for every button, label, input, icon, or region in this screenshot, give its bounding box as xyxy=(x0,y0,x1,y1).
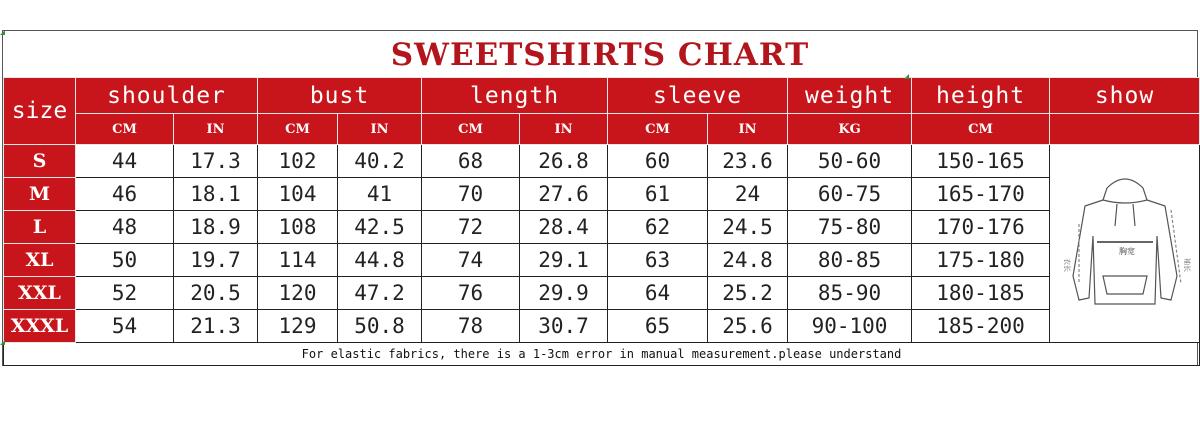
unit-cell: CM xyxy=(608,114,708,145)
measurement-cell: 24.8 xyxy=(708,244,788,277)
show-image-cell xyxy=(1050,145,1200,343)
show-unit-blank xyxy=(1050,114,1200,145)
measurement-cell: 85-90 xyxy=(788,277,912,310)
measurement-cell: 29.9 xyxy=(520,277,608,310)
measurement-cell: 74 xyxy=(422,244,520,277)
measurement-cell: 70 xyxy=(422,178,520,211)
measurement-cell: 68 xyxy=(422,145,520,178)
measurement-cell: 44.8 xyxy=(338,244,422,277)
header-show: show xyxy=(1050,78,1200,114)
unit-cell: IN xyxy=(338,114,422,145)
measurement-cell: 24 xyxy=(708,178,788,211)
measurement-cell: 20.5 xyxy=(174,277,258,310)
measurement-cell: 65 xyxy=(608,310,708,343)
size-label: XL xyxy=(4,244,76,277)
hoodie-sleeve-label: 袖长 xyxy=(1182,258,1191,272)
measurement-cell: 29.1 xyxy=(520,244,608,277)
measurement-cell: 27.6 xyxy=(520,178,608,211)
measurement-cell: 90-100 xyxy=(788,310,912,343)
size-label: XXXL xyxy=(4,310,76,343)
table-row xyxy=(4,277,1200,310)
measurement-cell: 30.7 xyxy=(520,310,608,343)
measurement-cell: 175-180 xyxy=(912,244,1050,277)
size-chart xyxy=(2,30,1198,366)
measurement-cell: 120 xyxy=(258,277,338,310)
measurement-cell: 23.6 xyxy=(708,145,788,178)
measurement-cell: 41 xyxy=(338,178,422,211)
measurement-cell: 63 xyxy=(608,244,708,277)
measurement-cell: 50 xyxy=(76,244,174,277)
measurement-cell: 50-60 xyxy=(788,145,912,178)
measurement-cell: 26.8 xyxy=(520,145,608,178)
table-row xyxy=(4,145,1200,178)
size-label: L xyxy=(4,211,76,244)
corner-mark xyxy=(904,74,909,79)
measurement-cell: 80-85 xyxy=(788,244,912,277)
header-weight: weight xyxy=(788,78,912,114)
table-row xyxy=(4,211,1200,244)
corner-mark xyxy=(0,340,5,345)
unit-cell: CM xyxy=(912,114,1050,145)
measurement-cell: 44 xyxy=(76,145,174,178)
hoodie-length-label: 衣长 xyxy=(1062,258,1071,272)
measurement-cell: 48 xyxy=(76,211,174,244)
measurement-cell: 114 xyxy=(258,244,338,277)
header-bust: bust xyxy=(258,78,422,114)
measurement-cell: 76 xyxy=(422,277,520,310)
measurement-cell: 129 xyxy=(258,310,338,343)
measurement-cell: 180-185 xyxy=(912,277,1050,310)
measurement-cell: 17.3 xyxy=(174,145,258,178)
hoodie-icon xyxy=(1055,166,1195,316)
unit-cell: IN xyxy=(520,114,608,145)
unit-cell: CM xyxy=(76,114,174,145)
measurement-cell: 108 xyxy=(258,211,338,244)
hoodie-chest-label: 胸宽 xyxy=(1118,247,1135,256)
unit-cell: IN xyxy=(174,114,258,145)
measurement-cell: 47.2 xyxy=(338,277,422,310)
size-header: size xyxy=(4,78,76,145)
table-row xyxy=(4,178,1200,211)
size-label: S xyxy=(4,145,76,178)
measurement-cell: 64 xyxy=(608,277,708,310)
measurement-cell: 25.2 xyxy=(708,277,788,310)
unit-cell: IN xyxy=(708,114,788,145)
measurement-cell: 40.2 xyxy=(338,145,422,178)
table-row xyxy=(4,244,1200,277)
measurement-cell: 75-80 xyxy=(788,211,912,244)
measurement-cell: 19.7 xyxy=(174,244,258,277)
unit-cell: CM xyxy=(422,114,520,145)
measurement-cell: 170-176 xyxy=(912,211,1050,244)
measurement-cell: 50.8 xyxy=(338,310,422,343)
measurement-cell: 42.5 xyxy=(338,211,422,244)
unit-cell: CM xyxy=(258,114,338,145)
header-sleeve: sleeve xyxy=(608,78,788,114)
measurement-cell: 18.1 xyxy=(174,178,258,211)
disclaimer-note: For elastic fabrics, there is a 1-3cm error in manual measurement.please understand xyxy=(4,343,1200,366)
header-shoulder: shoulder xyxy=(76,78,258,114)
measurement-cell: 60 xyxy=(608,145,708,178)
size-table xyxy=(3,77,1200,366)
measurement-cell: 60-75 xyxy=(788,178,912,211)
measurement-cell: 18.9 xyxy=(174,211,258,244)
corner-mark xyxy=(0,30,5,35)
measurement-cell: 24.5 xyxy=(708,211,788,244)
measurement-cell: 25.6 xyxy=(708,310,788,343)
measurement-cell: 104 xyxy=(258,178,338,211)
measurement-cell: 54 xyxy=(76,310,174,343)
size-label: XXL xyxy=(4,277,76,310)
chart-title: SWEETSHIRTS CHART xyxy=(390,37,810,73)
measurement-cell: 62 xyxy=(608,211,708,244)
size-label: M xyxy=(4,178,76,211)
measurement-cell: 78 xyxy=(422,310,520,343)
measurement-cell: 185-200 xyxy=(912,310,1050,343)
measurement-cell: 150-165 xyxy=(912,145,1050,178)
header-height: height xyxy=(912,78,1050,114)
unit-cell: KG xyxy=(788,114,912,145)
measurement-cell: 28.4 xyxy=(520,211,608,244)
measurement-cell: 102 xyxy=(258,145,338,178)
measurement-cell: 52 xyxy=(76,277,174,310)
table-row xyxy=(4,310,1200,343)
header-length: length xyxy=(422,78,608,114)
measurement-cell: 72 xyxy=(422,211,520,244)
measurement-cell: 21.3 xyxy=(174,310,258,343)
measurement-cell: 61 xyxy=(608,178,708,211)
measurement-cell: 165-170 xyxy=(912,178,1050,211)
measurement-cell: 46 xyxy=(76,178,174,211)
